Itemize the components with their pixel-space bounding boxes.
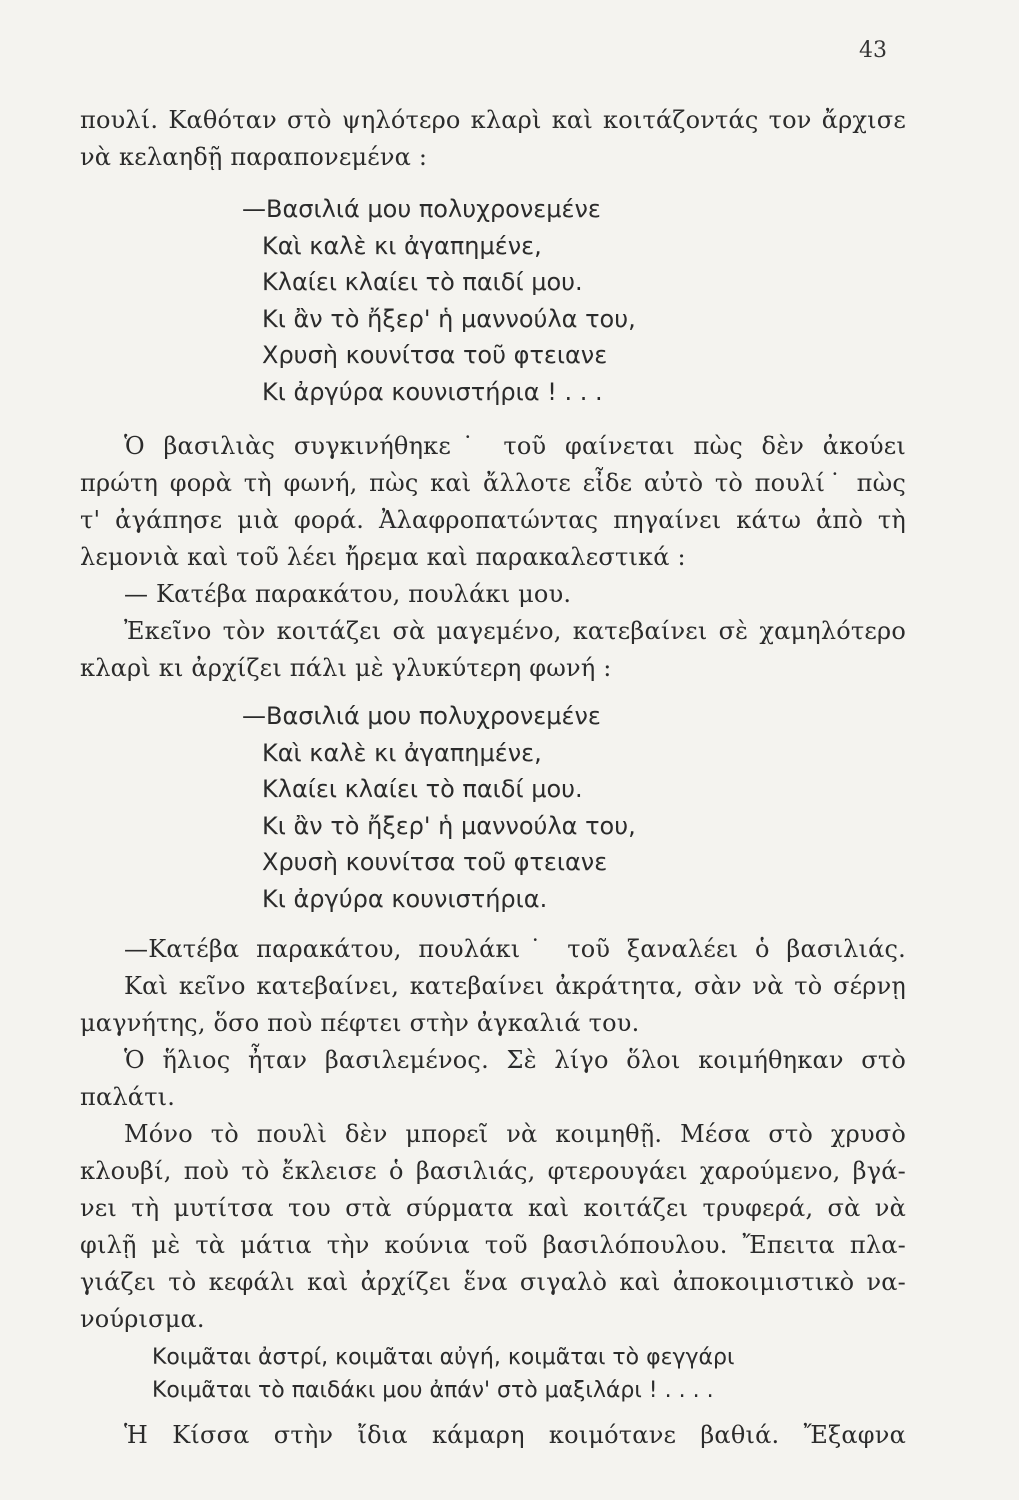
- text-line: γιάζει τὸ κεφάλι καὶ ἀρχίζει ἕνα σιγαλὸ καὶ ἀποκοιμιστικὸ να-: [80, 1268, 906, 1296]
- verse-line: Κι ἂν τὸ ἤξερ' ἡ μαννούλα του,: [262, 811, 636, 840]
- verse-line: Χρυσὴ κουνίτσα τοῦ φτειανε: [262, 341, 608, 370]
- verse-line: Κοιμᾶται ἀστρί, κοιμᾶται αὐγή, κοιμᾶται τὸ φεγγάρι: [152, 1345, 735, 1370]
- text-line: πρώτη φορὰ τὴ φωνή, πὼς καὶ ἄλλοτε εἶδε αὐτὸ τὸ πουλί˙ πὼς: [80, 469, 906, 497]
- text-line: Ἡ Κίσσα στὴν ἴδια κάμαρη κοιμότανε βαθιά. Ἔξαφνα: [124, 1421, 906, 1449]
- verse-line: —Βασιλιά μου πολυχρονεμένε: [242, 195, 601, 223]
- text-line: — Κατέβα παρακάτου, πουλάκι μου.: [124, 580, 572, 608]
- text-line: Ὁ ἥλιος ἦταν βασιλεμένος. Σὲ λίγο ὅλοι κοιμήθηκαν στὸ: [124, 1046, 906, 1074]
- text-line: Καὶ κεῖνο κατεβαίνει, κατεβαίνει ἀκράτητα, σὰν νὰ τὸ σέρνῃ: [124, 972, 906, 1000]
- text-line: μαγνήτης, ὅσο ποὺ πέφτει στὴν ἀγκαλιά του.: [80, 1009, 640, 1037]
- verse-line: Χρυσὴ κουνίτσα τοῦ φτειανε: [262, 848, 608, 877]
- song-verse: [242, 698, 636, 918]
- verse-line: Καὶ καλὲ κι ἀγαπημένε,: [262, 231, 542, 260]
- text-line: παλάτι.: [80, 1083, 176, 1111]
- text-line: νὰ κελαηδῇ παραπονεμένα :: [80, 143, 428, 171]
- verse-line: Κι ἀργύρα κουνιστήρια ! . . .: [262, 377, 603, 406]
- text-line: Ὁ βασιλιὰς συγκινήθηκε˙ τοῦ φαίνεται πὼς δὲν ἀκούει: [124, 432, 906, 460]
- text-line: φιλῇ μὲ τὰ μάτια τὴν κούνια τοῦ βασιλόπουλου. Ἔπειτα πλα-: [80, 1231, 906, 1259]
- verse-line: Καὶ καλὲ κι ἀγαπημένε,: [262, 738, 542, 767]
- text-line: πουλί. Καθόταν στὸ ψηλότερο κλαρὶ καὶ κοιτάζοντάς τον ἄρχισε: [80, 106, 906, 134]
- text-line: κλουβί, ποὺ τὸ ἔκλεισε ὁ βασιλιάς, φτερουγάει χαρούμενο, βγά-: [80, 1157, 906, 1185]
- text-line: Ἐκεῖνο τὸν κοιτάζει σὰ μαγεμένο, κατεβαίνει σὲ χαμηλότερο: [124, 617, 906, 645]
- verse-line: Κλαίει κλαίει τὸ παιδί μου.: [262, 268, 583, 297]
- text-line: Μόνο τὸ πουλὶ δὲν μπορεῖ νὰ κοιμηθῇ. Μέσα στὸ χρυσὸ: [124, 1120, 906, 1148]
- verse-line: Κλαίει κλαίει τὸ παιδί μου.: [262, 775, 583, 804]
- lullaby-verse: [152, 1341, 734, 1407]
- song-verse: [242, 191, 636, 411]
- text-line: νει τὴ μυτίτσα του στὰ σύρματα καὶ κοιτάζει τρυφερά, σὰ νὰ: [80, 1194, 906, 1222]
- verse-line: Κι ἂν τὸ ἤξερ' ἡ μαννούλα του,: [262, 304, 636, 333]
- text-line: τ' ἀγάπησε μιὰ φορά. Ἀλαφροπατώντας πηγαίνει κάτω ἀπὸ τὴ: [80, 506, 906, 534]
- text-line: κλαρὶ κι ἀρχίζει πάλι μὲ γλυκύτερη φωνή :: [80, 654, 612, 682]
- text-line: —Κατέβα παρακάτου, πουλάκι˙ τοῦ ξαναλέει ὁ βασιλιάς.: [124, 935, 906, 963]
- text-line: λεμονιὰ καὶ τοῦ λέει ἤρεμα καὶ παρακαλεστικά :: [80, 543, 686, 571]
- text-line: νούρισμα.: [80, 1305, 205, 1333]
- verse-line: —Βασιλιά μου πολυχρονεμένε: [242, 702, 601, 730]
- verse-line: Κοιμᾶται τὸ παιδάκι μου ἀπάν' στὸ μαξιλάρι ! . . . .: [152, 1378, 714, 1403]
- page-number: 43: [859, 38, 887, 63]
- verse-line: Κι ἀργύρα κουνιστήρια.: [262, 884, 548, 913]
